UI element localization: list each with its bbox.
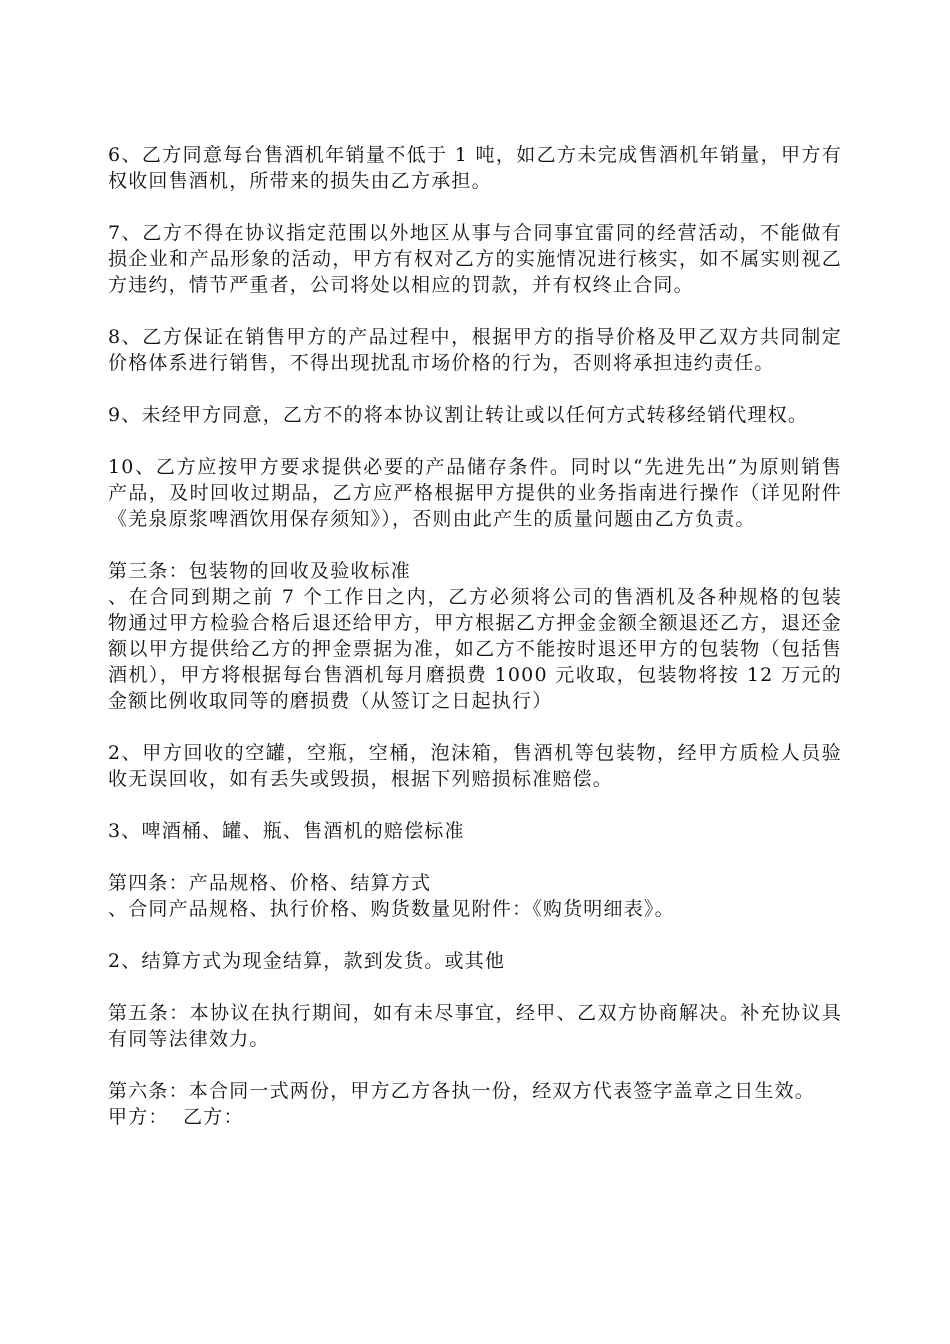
clause-9: 9、未经甲方同意，乙方不的将本协议割让转让或以任何方式转移经销代理权。 [108, 404, 809, 426]
article-3-item-3: 3、啤酒桶、罐、瓶、售酒机的赔偿标准 [108, 820, 465, 842]
article-6: 第六条：本合同一式两份，甲方乙方各执一份，经双方代表签字盖章之日生效。 [108, 1080, 816, 1102]
signature-line: 甲方： 乙方： [108, 1106, 244, 1128]
article-5: 第五条：本协议在执行期间，如有未尽事宜，经甲、乙双方协商解决。补充协议具有同等法律效力。 [108, 1002, 842, 1050]
clause-7: 7、乙方不得在协议指定范围以外地区从事与合同事宜雷同的经营活动，不能做有损企业和产品形象的活动，甲方有权对乙方的实施情况进行核实，如不属实则视乙方违约，情节严重者，公司将处以相应的罚款，并有权终止合同。 [108, 222, 842, 296]
article-4-heading: 第四条：产品规格、价格、结算方式 [108, 872, 432, 894]
article-4-item-1: 、合同产品规格、执行价格、购货数量见附件：《购货明细表》。 [108, 898, 675, 920]
document-body [108, 142, 842, 1130]
article-3-item-1: 、在合同到期之前 7 个工作日之内，乙方必须将公司的售酒机及各种规格的包装物通过甲方检验合格后退还给甲方，甲方根据乙方押金金额全额退还乙方，退还金额以甲方提供给乙方的押金票据为准，如乙方不能按时退还甲方的包装物（包括售酒机），甲方将根据每台售酒机每月磨损费 1000 元收取，包装物将按 12 万元的金额比例收取同等的磨损费（从签订之日起执行） [108, 586, 842, 712]
clause-8: 8、乙方保证在销售甲方的产品过程中，根据甲方的指导价格及甲乙双方共同制定价格体系进行销售，不得出现扰乱市场价格的行为，否则将承担违约责任。 [108, 326, 842, 374]
article-4-item-2: 2、结算方式为现金结算，款到发货。或其他 [108, 950, 506, 972]
article-3-item-2: 2、甲方回收的空罐，空瓶，空桶，泡沫箱，售酒机等包装物，经甲方质检人员验收无误回收，如有丢失或毁损，根据下列赔损标准赔偿。 [108, 742, 842, 790]
clause-10: 10、乙方应按甲方要求提供必要的产品储存条件。同时以“先进先出”为原则销售产品，及时回收过期品，乙方应严格根据甲方提供的业务指南进行操作（详见附件《羌泉原浆啤酒饮用保存须知》），否则由此产生的质量问题由乙方负责。 [108, 456, 842, 530]
clause-6: 6、乙方同意每台售酒机年销量不低于 1 吨，如乙方未完成售酒机年销量，甲方有权收回售酒机，所带来的损失由乙方承担。 [108, 144, 842, 192]
article-3-heading: 第三条：包装物的回收及验收标准 [108, 560, 412, 582]
